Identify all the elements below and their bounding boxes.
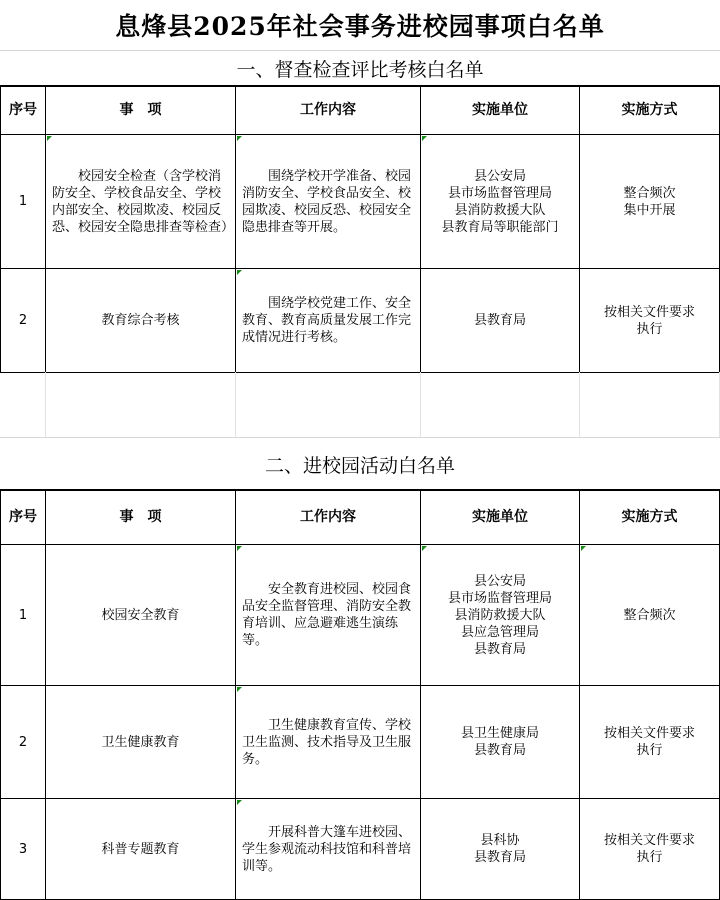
unit-line: 县卫生健康局 (460, 726, 539, 741)
cell-content: 围绕学校党建工作、安全教育、教育高质量发展工作完成情况进行考核。 (236, 269, 421, 373)
method-line: 按相关文件要求 (603, 726, 695, 741)
cell-no: 1 (1, 545, 46, 686)
header-unit: 实施单位 (421, 86, 580, 135)
cell-unit (421, 799, 580, 900)
gridline (235, 372, 236, 437)
method-line: 按相关文件要求 (603, 833, 695, 848)
header-method: 实施方式 (580, 490, 720, 545)
cell-no: 2 (1, 686, 46, 799)
cell-method (580, 269, 720, 373)
section-1-title: 一、督查检查评比考核白名单 (0, 50, 720, 87)
cell-method (580, 545, 720, 686)
cell-unit (421, 269, 580, 373)
table-header-row (1, 490, 720, 545)
cell-content: 围绕学校开学准备、校园消防安全、学校食品安全、校园欺凌、校园反恐、校园安全隐患排查等开展。 (236, 135, 421, 269)
unit-line: 县市场监督管理局 (447, 185, 552, 201)
cell-content: 卫生健康教育宣传、学校卫生监测、技术指导及卫生服务。 (236, 686, 421, 799)
method-line: 整合频次 (623, 607, 676, 623)
header-no: 序号 (1, 86, 46, 135)
method-line: 执行 (636, 743, 663, 758)
method-line: 执行 (636, 321, 663, 337)
cell-method (580, 686, 720, 799)
cell-item: 校园安全检查（含学校消防安全、学校食品安全、学校内部安全、校园欺凌、校园反恐、校园安全隐患排查等检查） (46, 135, 236, 269)
cell-item: 教育综合考核 (46, 269, 236, 373)
cell-item: 校园安全教育 (46, 545, 236, 686)
header-item: 事 项 (46, 86, 236, 135)
header-unit: 实施单位 (421, 490, 580, 545)
table-section-2 (0, 489, 720, 900)
unit-line: 县公安局 (473, 573, 526, 589)
header-item: 事 项 (46, 490, 236, 545)
table-header-row (1, 86, 720, 135)
unit-line: 县应急管理局 (460, 624, 539, 640)
unit-line: 县消防救援大队 (454, 202, 546, 218)
unit-line: 县教育局 (473, 641, 526, 657)
method-line: 按相关文件要求 (603, 304, 695, 320)
unit-line: 县教育局 (473, 313, 526, 328)
method-line: 执行 (636, 850, 663, 865)
section-2-title: 二、进校园活动白名单 (0, 437, 720, 491)
cell-content: 开展科普大篷车进校园、学生参观流动科技馆和科普培训等。 (236, 799, 421, 900)
unit-line: 县教育局 (473, 743, 526, 758)
empty-gap-row (0, 372, 720, 437)
cell-unit (421, 545, 580, 686)
cell-method (580, 135, 720, 269)
cell-unit (421, 135, 580, 269)
unit-line: 县科协 (480, 833, 520, 848)
gridline (579, 372, 580, 437)
table-row (1, 545, 720, 686)
unit-line: 县市场监督管理局 (447, 590, 552, 606)
method-line: 集中开展 (623, 202, 676, 218)
table-row (1, 686, 720, 799)
cell-no: 3 (1, 799, 46, 900)
method-line: 整合频次 (623, 185, 676, 201)
unit-line: 县公安局 (473, 168, 526, 184)
cell-method (580, 799, 720, 900)
header-method: 实施方式 (580, 86, 720, 135)
cell-item: 科普专题教育 (46, 799, 236, 900)
unit-line: 县消防救援大队 (454, 607, 546, 623)
gridline (420, 372, 421, 437)
table-row (1, 799, 720, 900)
gridline (45, 372, 46, 437)
header-content: 工作内容 (236, 490, 421, 545)
cell-no: 2 (1, 269, 46, 373)
document-title: 息烽县2025年社会事务进校园事项白名单 (0, 0, 720, 51)
cell-no: 1 (1, 135, 46, 269)
header-content: 工作内容 (236, 86, 421, 135)
unit-line: 县教育局 (473, 850, 526, 865)
unit-line: 县教育局等职能部门 (441, 219, 559, 235)
cell-item: 卫生健康教育 (46, 686, 236, 799)
table-row (1, 135, 720, 269)
header-no: 序号 (1, 490, 46, 545)
cell-content: 安全教育进校园、校园食品安全监督管理、消防安全教育培训、应急避难逃生演练等。 (236, 545, 421, 686)
cell-unit (421, 686, 580, 799)
table-section-1 (0, 85, 720, 373)
table-row (1, 269, 720, 373)
